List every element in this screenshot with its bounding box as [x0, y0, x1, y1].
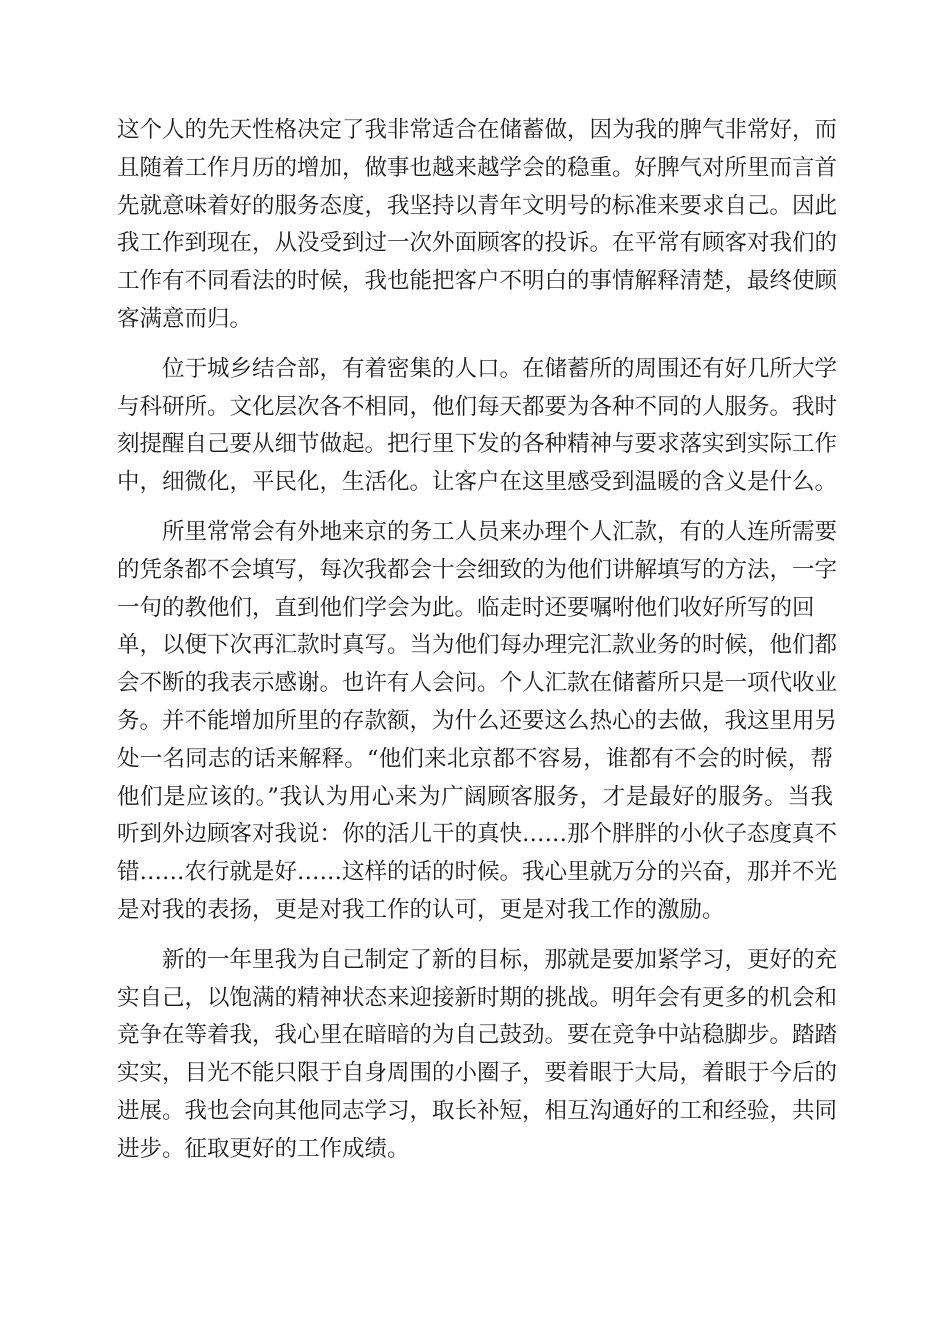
text-line: 的凭条都不会填写，每次我都会十会细致的为他们讲解填写的方法，一字 — [117, 556, 838, 583]
text-line: 错……农行就是好……这样的话的时候。我心里就万分的兴奋，那并不光 — [117, 859, 838, 886]
text-line: 实实，目光不能只限于自身周围的小圈子，要着眼于大局，着眼于今后的 — [117, 1060, 838, 1087]
text-line: 我工作到现在，从没受到过一次外面顾客的投诉。在平常有顾客对我们的 — [117, 230, 838, 257]
text-line: 位于城乡结合部，有着密集的人口。在储蓄所的周围还有好几所大学 — [117, 355, 838, 382]
text-line: 中，细微化，平民化，生活化。让客户在这里感受到温暖的含义是什么。 — [117, 469, 838, 496]
text-line: 客满意而归。 — [117, 305, 253, 332]
document-page — [117, 112, 838, 1169]
text-line: 会不断的我表示感谢。也许有人会问。个人汇款在储蓄所只是一项代收业 — [117, 670, 838, 697]
paragraph-3 — [117, 514, 838, 930]
text-line: 处一名同志的话来解释。“他们来北京都不容易，谁都有不会的时候，帮 — [117, 745, 833, 772]
paragraph-spacer — [117, 339, 833, 351]
text-line: 竞争在等着我，我心里在暗暗的为自己鼓劲。要在竞争中站稳脚步。踏踏 — [117, 1022, 838, 1049]
paragraph-4 — [117, 942, 838, 1169]
text-line: 这个人的先天性格决定了我非常适合在储蓄做，因为我的脾气非常好，而 — [117, 117, 838, 143]
text-line: 是对我的表扬，更是对我工作的认可，更是对我工作的激励。 — [117, 896, 725, 923]
text-line: 工作有不同看法的时候，我也能把客户不明白的事情解释清楚，最终使顾 — [117, 268, 838, 295]
text-line: 进步。征取更好的工作成绩。 — [117, 1135, 410, 1162]
text-line: 先就意味着好的服务态度，我坚持以青年文明号的标准来要求自己。因此 — [117, 192, 838, 219]
text-line: 实自己，以饱满的精神状态来迎接新时期的挑战。明年会有更多的机会和 — [117, 984, 838, 1011]
text-line: 刻提醒自己要从细节做起。把行里下发的各种精神与要求落实到实际工作 — [117, 431, 838, 458]
paragraph-spacer — [117, 930, 833, 942]
text-line: 务。并不能增加所里的存款额，为什么还要这么热心的去做，我这里用另 — [117, 707, 838, 734]
text-line: 一句的教他们，直到他们学会为此。临走时还要嘱咐他们收好所写的回 — [117, 594, 815, 621]
text-line: 进展。我也会向其他同志学习，取长补短，相互沟通好的工和经验，共同 — [117, 1097, 838, 1124]
text-line: 且随着工作月历的增加，做事也越来越学会的稳重。好脾气对所里而言首 — [117, 154, 838, 181]
paragraph-2 — [117, 351, 838, 502]
text-line: 单，以便下次再汇款时真写。当为他们每办理完汇款业务的时候，他们都 — [117, 632, 838, 659]
text-line: 所里常常会有外地来京的务工人员来办理个人汇款，有的人连所需要 — [117, 518, 838, 545]
paragraph-spacer — [117, 502, 833, 514]
text-line: 听到外边顾客对我说：你的活儿干的真快……那个胖胖的小伙子态度真不 — [117, 821, 838, 848]
text-line: 他们是应该的。”我认为用心来为广阔顾客服务，才是最好的服务。当我 — [117, 783, 833, 810]
text-line: 新的一年里我为自己制定了新的目标，那就是要加紧学习，更好的充 — [117, 946, 838, 973]
paragraph-1 — [117, 112, 838, 339]
text-line: 与科研所。文化层次各不相同，他们每天都要为各种不同的人服务。我时 — [117, 393, 838, 420]
